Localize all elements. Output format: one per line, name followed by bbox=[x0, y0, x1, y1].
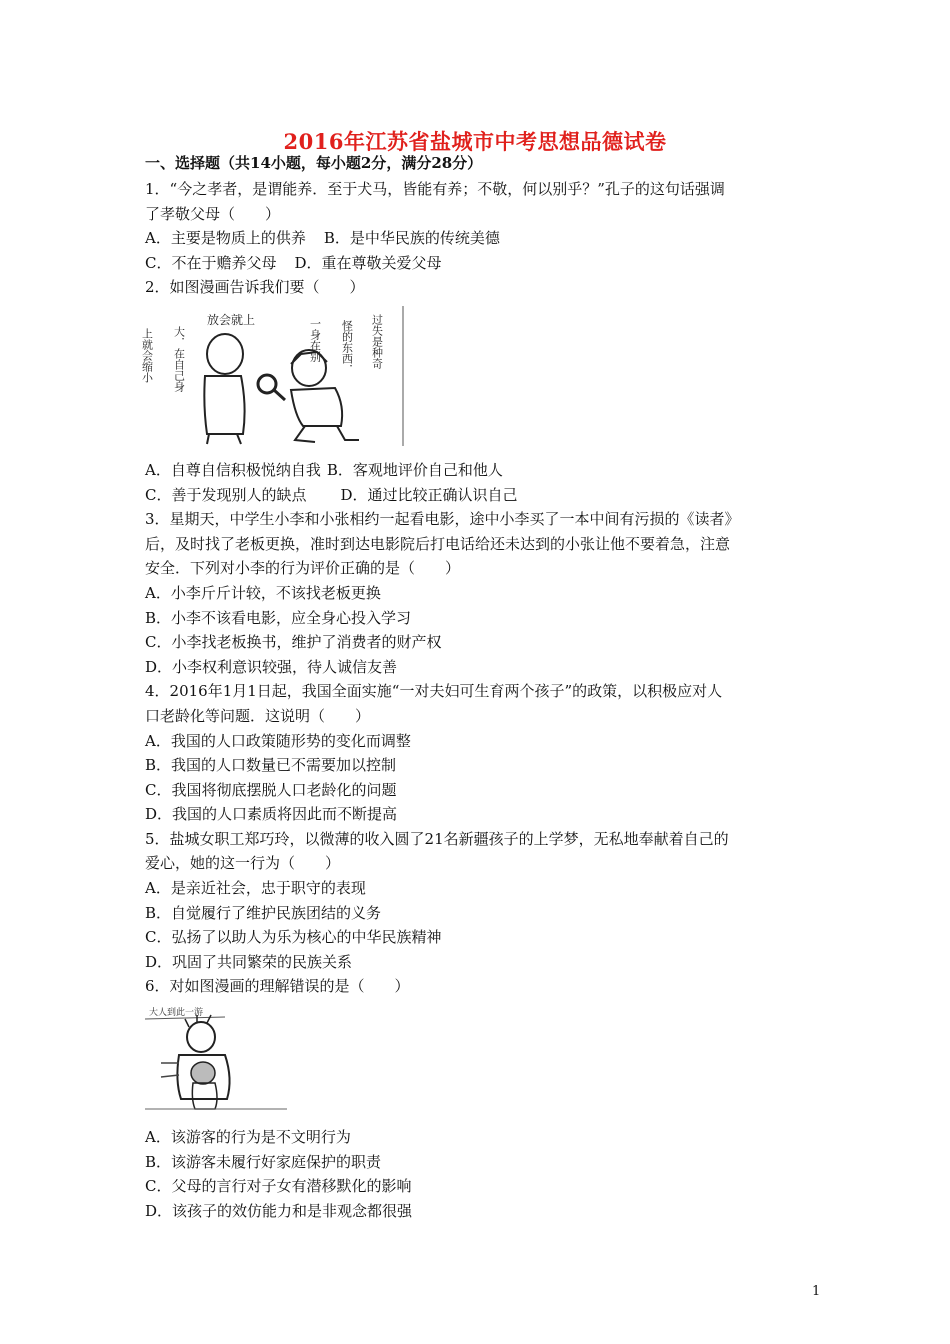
option-row bbox=[145, 458, 815, 483]
cartoon-text-mid: 大．在自己身 bbox=[172, 325, 186, 392]
question-stem: 口老龄化等问题．这说明（ ） bbox=[145, 706, 371, 725]
option-b: B．小李不该看电影，应全身心投入学习 bbox=[145, 608, 412, 627]
question-stem: 1．“今之孝者，是谓能养．至于犬马，皆能有养；不敬，何以别乎？”孔子的这句话强调 bbox=[145, 180, 725, 198]
question-stem: 2．如图漫画告诉我们要（ ） bbox=[145, 278, 365, 297]
option-b: B．客观地评价自己和他人 bbox=[326, 460, 503, 479]
question-1 bbox=[145, 177, 815, 275]
option-b: B．自觉履行了维护民族团结的义务 bbox=[145, 903, 382, 922]
cartoon-text-right2: 怪的东西． bbox=[340, 319, 354, 375]
option-row bbox=[145, 226, 815, 251]
option-a: A．是亲近社会，忠于职守的表现 bbox=[145, 879, 366, 898]
cartoon-magnifier bbox=[140, 306, 407, 446]
question-stem: 3．星期天，中学生小李和小张相约一起看电影，途中小李买了一本中间有污损的《读者》 bbox=[145, 510, 740, 529]
question-stem: 5．盐城女职工郑巧玲，以微薄的收入圆了21名新疆孩子的上学梦，无私地奉献着自己的 bbox=[145, 829, 729, 848]
option-c: C．不在于赡养父母 bbox=[145, 253, 277, 272]
option-d: D．巩固了共同繁荣的民族关系 bbox=[145, 952, 353, 971]
option-d: D．重在尊敬关爱父母 bbox=[294, 253, 442, 272]
option-c: C．父母的言行对子女有潜移默化的影响 bbox=[145, 1177, 412, 1196]
page-number: 1 bbox=[812, 1284, 821, 1299]
question-4 bbox=[145, 679, 815, 827]
option-c: C．弘扬了以助人为乐为核心的中华民族精神 bbox=[145, 928, 442, 947]
cartoon-magnifier-drawing bbox=[140, 306, 407, 446]
question-2 bbox=[140, 275, 815, 507]
question-stem: 6．对如图漫画的理解错误的是（ ） bbox=[145, 977, 410, 996]
option-a: A．主要是物质上的供养 bbox=[145, 229, 306, 248]
cartoon-caption: 大人到此一游 bbox=[149, 1008, 204, 1019]
option-d: D．我国的人口素质将因此而不断提高 bbox=[145, 805, 398, 824]
option-b: B．我国的人口数量已不需要加以控制 bbox=[145, 756, 397, 775]
question-3 bbox=[145, 507, 815, 679]
section-heading: 一、选择题（共14小题，每小题2分，满分28分） bbox=[145, 154, 483, 172]
question-5 bbox=[145, 827, 815, 975]
option-row bbox=[145, 251, 815, 276]
option-c: C．善于发现别人的缺点 bbox=[145, 485, 307, 504]
page-title: 2016年江苏省盐城市中考思想品德试卷 bbox=[283, 129, 667, 154]
option-d: D．该孩子的效仿能力和是非观念都很强 bbox=[145, 1201, 413, 1220]
option-b: B．该游客未履行好家庭保护的职责 bbox=[145, 1152, 382, 1171]
cartoon-text-right1: 一身在别 bbox=[308, 317, 322, 362]
option-c: C．小李找老板换书，维护了消费者的财产权 bbox=[145, 633, 442, 652]
option-c: C．我国将彻底摆脱人口老龄化的问题 bbox=[145, 780, 397, 799]
option-a: A．小李斤斤计较，不该找老板更换 bbox=[145, 583, 381, 602]
question-stem: 4．2016年1月1日起，我国全面实施“一对夫妇可生育两个孩子”的政策，以积极应对人 bbox=[145, 682, 723, 701]
cartoon-graffiti-drawing bbox=[145, 1003, 287, 1113]
cartoon-graffiti bbox=[145, 1003, 287, 1113]
question-stem: 安全．下列对小李的行为评价正确的是（ ） bbox=[145, 559, 461, 578]
question-stem: 后，及时找了老板更换，准时到达电影院后打电话给还未达到的小张让他不要着急，注意 bbox=[145, 534, 731, 553]
question-6 bbox=[145, 974, 815, 1223]
option-a: A．自尊自信积极悦纳自我 bbox=[145, 460, 321, 479]
option-row bbox=[145, 483, 815, 508]
question-stem: 了孝敬父母（ ） bbox=[145, 204, 281, 223]
option-d: D．通过比较正确认识自己 bbox=[340, 485, 518, 504]
cartoon-text-right3: 过失是种奇 bbox=[370, 313, 384, 369]
question-list bbox=[140, 177, 815, 1223]
option-b: B．是中华民族的传统美德 bbox=[323, 229, 500, 248]
option-a: A．该游客的行为是不文明行为 bbox=[145, 1128, 351, 1147]
option-d: D．小李权利意识较强，待人诚信友善 bbox=[145, 657, 398, 676]
cartoon-text-top: 放会就上 bbox=[207, 312, 256, 327]
option-a: A．我国的人口政策随形势的变化而调整 bbox=[145, 731, 411, 750]
question-stem: 爱心，她的这一行为（ ） bbox=[145, 854, 341, 873]
cartoon-text-left: 上就会缩小 bbox=[140, 327, 154, 383]
